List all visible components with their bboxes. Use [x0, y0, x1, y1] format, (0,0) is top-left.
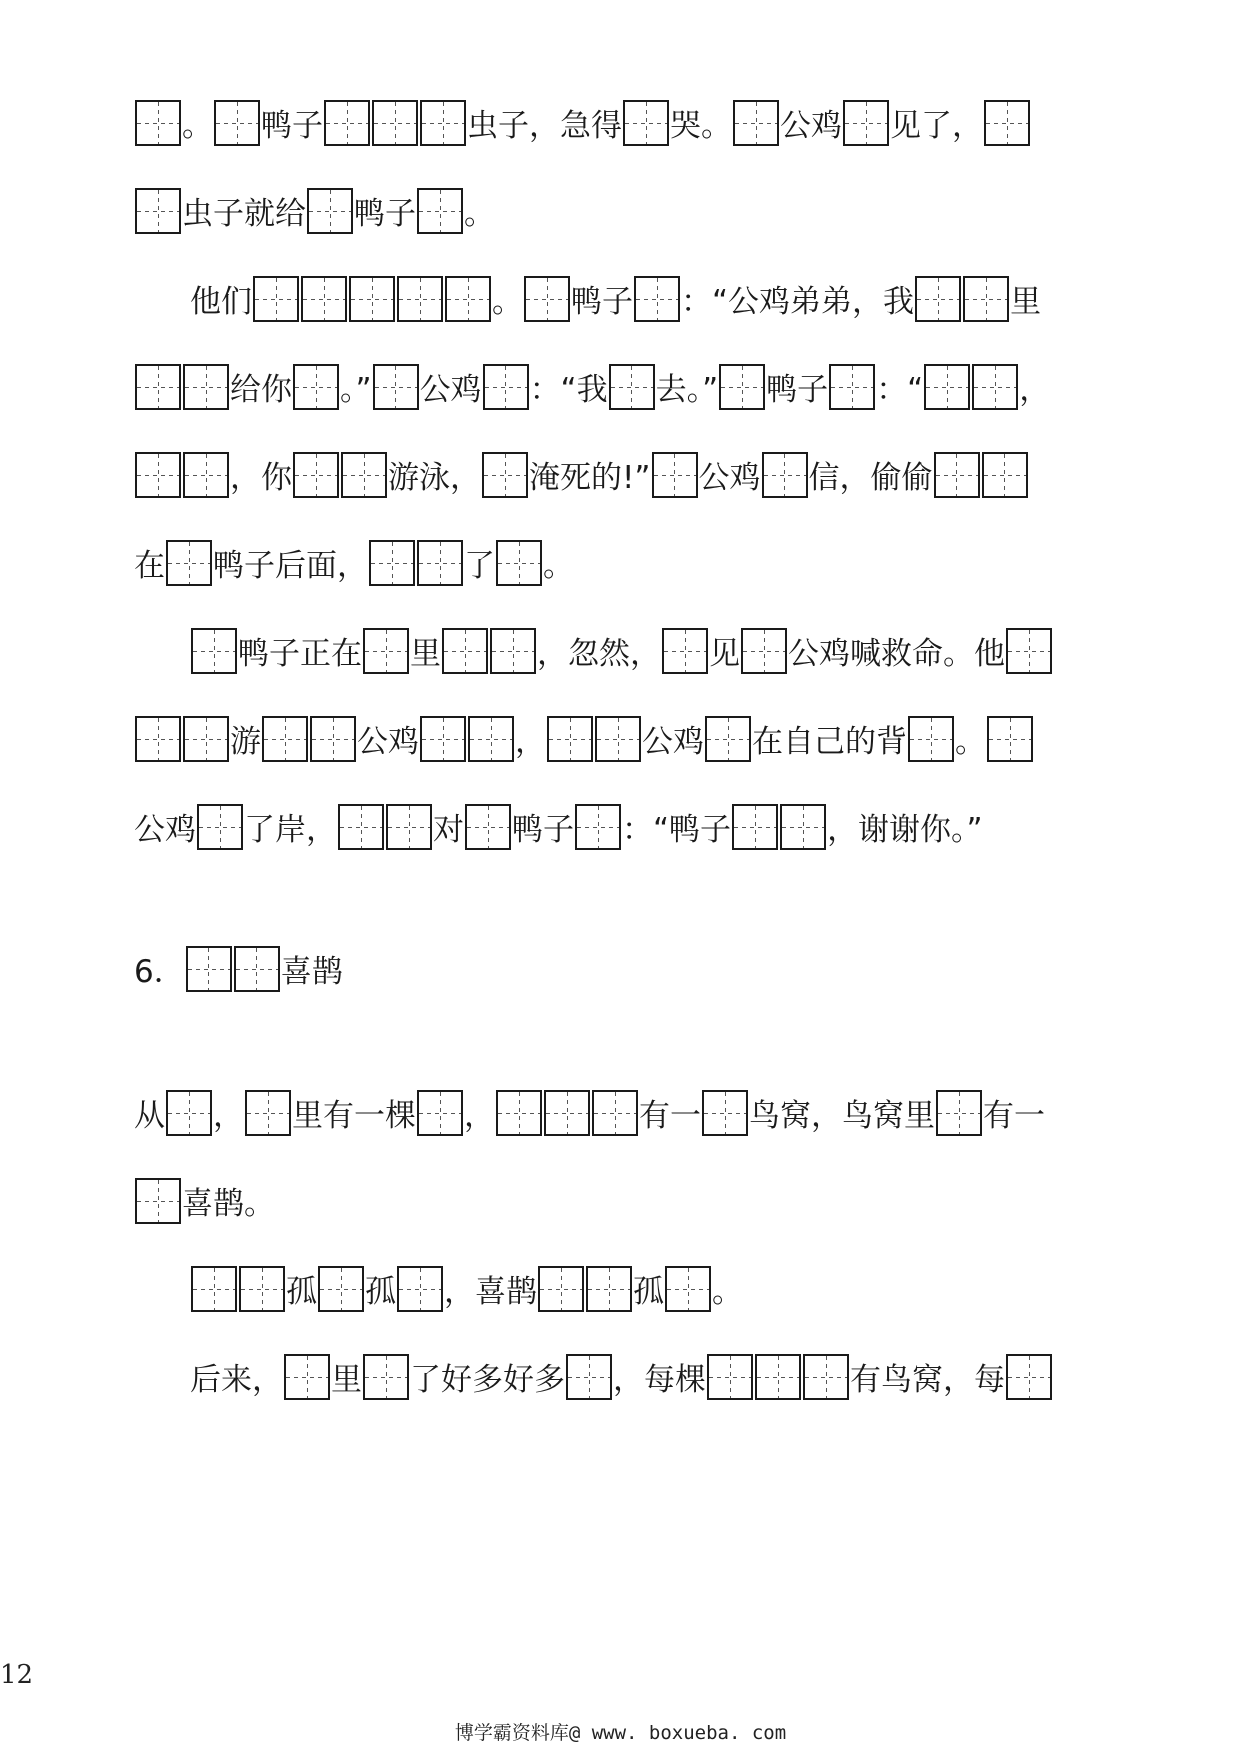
answer-box[interactable]: [239, 1266, 285, 1312]
answer-box[interactable]: [468, 716, 514, 762]
line-text: ，谢谢你。”: [827, 812, 983, 848]
answer-box[interactable]: [445, 276, 491, 322]
answer-box[interactable]: [135, 100, 181, 146]
line-text: 。: [464, 196, 495, 232]
answer-box[interactable]: [575, 804, 621, 850]
answer-box[interactable]: [652, 452, 698, 498]
line-text: 6．: [134, 954, 185, 990]
answer-box[interactable]: [963, 276, 1009, 322]
answer-box[interactable]: [595, 716, 641, 762]
line-text: ：“我: [529, 372, 608, 408]
line-text: 公鸡: [698, 460, 761, 496]
answer-box[interactable]: [732, 804, 778, 850]
text-line: [134, 706, 1034, 762]
line-text: 在: [134, 548, 165, 584]
answer-box[interactable]: [135, 452, 181, 498]
answer-box[interactable]: [465, 804, 511, 850]
line-text: 鸭子后面，: [213, 548, 368, 584]
answer-box[interactable]: [310, 716, 356, 762]
answer-box[interactable]: [420, 100, 466, 146]
text-line: [190, 618, 1053, 674]
answer-box[interactable]: [843, 100, 889, 146]
answer-box[interactable]: [284, 1354, 330, 1400]
answer-box[interactable]: [245, 1090, 291, 1136]
line-text: ，: [213, 1098, 244, 1134]
answer-box[interactable]: [191, 628, 237, 674]
line-text: 。: [955, 724, 986, 760]
answer-box[interactable]: [665, 1266, 711, 1312]
answer-box[interactable]: [369, 540, 415, 586]
answer-box[interactable]: [936, 1090, 982, 1136]
answer-box[interactable]: [349, 276, 395, 322]
line-text: 。: [543, 548, 574, 584]
page-number: 12: [0, 1660, 34, 1690]
answer-box[interactable]: [755, 1354, 801, 1400]
answer-box[interactable]: [372, 100, 418, 146]
line-text: ，: [515, 724, 546, 760]
line-text: 鸟窝，鸟窝里: [749, 1098, 935, 1134]
line-text: 淹死的!”: [529, 460, 651, 496]
answer-box[interactable]: [135, 716, 181, 762]
answer-box[interactable]: [707, 1354, 753, 1400]
answer-box[interactable]: [373, 364, 419, 410]
answer-box[interactable]: [547, 716, 593, 762]
answer-box[interactable]: [634, 276, 680, 322]
text-line: [134, 354, 1050, 410]
answer-box[interactable]: [214, 100, 260, 146]
answer-box[interactable]: [984, 100, 1030, 146]
line-text: 里: [331, 1362, 362, 1398]
answer-box[interactable]: [397, 276, 443, 322]
line-text: 给你: [230, 372, 292, 408]
line-text: 鸭子: [512, 812, 574, 848]
text-line: [134, 530, 574, 586]
answer-box[interactable]: [482, 452, 528, 498]
answer-box[interactable]: [417, 540, 463, 586]
answer-box[interactable]: [183, 364, 229, 410]
answer-box[interactable]: [524, 276, 570, 322]
answer-box[interactable]: [566, 1354, 612, 1400]
answer-box[interactable]: [293, 364, 339, 410]
line-text: 公鸡: [780, 108, 842, 144]
line-text: 哭。: [670, 108, 732, 144]
line-text: 里: [1010, 284, 1042, 320]
section-heading: [134, 936, 343, 992]
line-text: 了好多好多: [410, 1362, 565, 1398]
answer-box[interactable]: [483, 364, 529, 410]
line-text: 里有一棵: [292, 1098, 416, 1134]
line-text: 对: [433, 812, 464, 848]
answer-box[interactable]: [972, 364, 1018, 410]
answer-box[interactable]: [908, 716, 954, 762]
line-text: 孤: [286, 1274, 317, 1310]
answer-box[interactable]: [197, 804, 243, 850]
answer-box[interactable]: [183, 452, 229, 498]
line-text: 孤: [365, 1274, 396, 1310]
answer-box[interactable]: [915, 276, 961, 322]
line-text: 后来，: [190, 1362, 283, 1398]
line-text: ，忽然，: [537, 636, 661, 672]
answer-box[interactable]: [803, 1354, 849, 1400]
answer-box[interactable]: [135, 188, 181, 234]
footer-watermark: 博学霸资料库@ www. boxueba. com: [454, 1722, 787, 1744]
answer-box[interactable]: [341, 452, 387, 498]
answer-box[interactable]: [166, 540, 212, 586]
answer-box[interactable]: [262, 716, 308, 762]
line-text: 去。”: [655, 372, 719, 408]
line-text: 孤: [633, 1274, 664, 1310]
text-line: [190, 266, 1041, 322]
text-line: [134, 794, 983, 850]
line-text: 。: [712, 1274, 743, 1310]
answer-box[interactable]: [397, 1266, 443, 1312]
answer-box[interactable]: [538, 1266, 584, 1312]
line-text: 虫子，急得: [467, 108, 622, 144]
line-text: 他们: [190, 284, 252, 320]
text-line: [134, 178, 495, 234]
answer-box[interactable]: [417, 188, 463, 234]
line-text: 公鸡: [357, 724, 419, 760]
answer-box[interactable]: [490, 628, 536, 674]
answer-box[interactable]: [301, 276, 347, 322]
text-line: [190, 1256, 743, 1312]
answer-box[interactable]: [166, 1090, 212, 1136]
answer-box[interactable]: [253, 276, 299, 322]
answer-box[interactable]: [363, 628, 409, 674]
line-text: 有鸟窝，每: [850, 1362, 1005, 1398]
line-text: ，你: [230, 460, 292, 496]
answer-box[interactable]: [135, 364, 181, 410]
answer-box[interactable]: [363, 1354, 409, 1400]
answer-box[interactable]: [135, 1178, 181, 1224]
answer-box[interactable]: [496, 1090, 542, 1136]
line-text: 从: [134, 1098, 165, 1134]
text-line: [134, 1168, 275, 1224]
answer-box[interactable]: [318, 1266, 364, 1312]
answer-box[interactable]: [829, 364, 875, 410]
answer-box[interactable]: [934, 452, 980, 498]
answer-box[interactable]: [733, 100, 779, 146]
answer-box[interactable]: [442, 628, 488, 674]
line-text: 喜鹊。: [182, 1186, 275, 1222]
text-line: [134, 442, 1029, 498]
line-text: 里: [410, 636, 441, 672]
answer-box[interactable]: [741, 628, 787, 674]
line-text: 公鸡: [419, 372, 482, 408]
answer-box[interactable]: [623, 100, 669, 146]
answer-box[interactable]: [780, 804, 826, 850]
line-text: ：“公鸡弟弟，我: [681, 284, 915, 320]
answer-box[interactable]: [609, 364, 655, 410]
line-text: 鸭子正在: [238, 636, 362, 672]
line-text: 见: [709, 636, 740, 672]
line-text: 公鸡: [134, 812, 196, 848]
line-text: 虫子就给: [182, 196, 306, 232]
answer-box[interactable]: [1006, 1354, 1052, 1400]
line-text: 了: [464, 548, 495, 584]
line-text: ：“鸭子: [622, 812, 732, 848]
answer-box[interactable]: [702, 1090, 748, 1136]
answer-box[interactable]: [586, 1266, 632, 1312]
line-text: ，: [464, 1098, 495, 1134]
answer-box[interactable]: [982, 452, 1028, 498]
line-text: 信，偷偷: [808, 460, 933, 496]
answer-box[interactable]: [496, 540, 542, 586]
answer-box[interactable]: [338, 804, 384, 850]
text-line: [134, 1080, 1045, 1136]
answer-box[interactable]: [307, 188, 353, 234]
line-text: 鸭子: [571, 284, 633, 320]
line-text: ，每棵: [613, 1362, 706, 1398]
answer-box[interactable]: [719, 364, 765, 410]
line-text: 游泳，: [388, 460, 481, 496]
answer-box[interactable]: [386, 804, 432, 850]
answer-box[interactable]: [762, 452, 808, 498]
answer-box[interactable]: [662, 628, 708, 674]
line-text: 见了，: [890, 108, 983, 144]
answer-box[interactable]: [186, 946, 232, 992]
answer-box[interactable]: [324, 100, 370, 146]
answer-box[interactable]: [293, 452, 339, 498]
line-text: 鸭子: [354, 196, 416, 232]
line-text: 。”: [340, 372, 372, 408]
line-text: 喜鹊: [280, 954, 343, 990]
line-text: 了岸，: [244, 812, 337, 848]
answer-box[interactable]: [183, 716, 229, 762]
text-line: [134, 90, 1031, 146]
answer-box[interactable]: [191, 1266, 237, 1312]
line-text: ，喜鹊: [444, 1274, 537, 1310]
line-text: 公鸡: [642, 724, 704, 760]
line-text: 。: [182, 108, 213, 144]
answer-box[interactable]: [544, 1090, 590, 1136]
line-text: ，: [1019, 372, 1051, 408]
line-text: 有一: [639, 1098, 701, 1134]
line-text: 在自己的背: [752, 724, 907, 760]
line-text: 鸭子: [261, 108, 323, 144]
line-text: 公鸡喊救命。他: [788, 636, 1005, 672]
answer-box[interactable]: [987, 716, 1033, 762]
line-text: 有一: [983, 1098, 1045, 1134]
line-text: ：“: [876, 372, 924, 408]
line-text: 。: [492, 284, 523, 320]
answer-box[interactable]: [705, 716, 751, 762]
answer-box[interactable]: [592, 1090, 638, 1136]
line-text: 游: [230, 724, 261, 760]
answer-box[interactable]: [417, 1090, 463, 1136]
answer-box[interactable]: [234, 946, 280, 992]
answer-box[interactable]: [420, 716, 466, 762]
text-line: [190, 1344, 1053, 1400]
line-text: 鸭子: [766, 372, 829, 408]
answer-box[interactable]: [1006, 628, 1052, 674]
answer-box[interactable]: [924, 364, 970, 410]
